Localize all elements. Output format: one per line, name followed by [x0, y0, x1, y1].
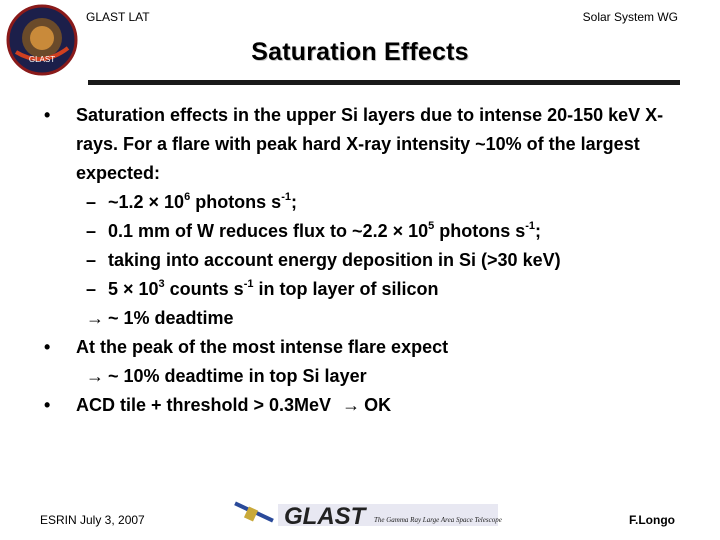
- dash-icon: –: [86, 221, 97, 241]
- svg-text:GLAST: GLAST: [284, 503, 366, 530]
- arrow-right-icon: →: [86, 366, 104, 386]
- bullet-text: ACD tile + threshold > 0.3MeV: [76, 395, 332, 415]
- glast-banner-logo: [232, 498, 502, 532]
- sub-item: [0, 217, 720, 246]
- sub-item-text: ;: [290, 192, 297, 212]
- sub-item-text: ~1.2 × 10: [108, 192, 185, 212]
- implication-text: ~ 1% deadtime: [108, 308, 234, 328]
- sub-item-text: counts s: [164, 279, 244, 299]
- bullet-item: [0, 101, 720, 188]
- dash-icon: –: [86, 250, 97, 270]
- bullet-item: [0, 333, 720, 362]
- bullet-item: [0, 391, 720, 420]
- sub-item-text: 5 × 10: [108, 279, 159, 299]
- satellite-icon: [234, 502, 274, 523]
- svg-text:GLAST: GLAST: [28, 55, 56, 64]
- superscript: -1: [525, 220, 536, 232]
- bullet-result-text: OK: [364, 395, 392, 415]
- implication-text: ~ 10% deadtime in top Si layer: [108, 366, 367, 386]
- sub-item-text: 0.1 mm of W reduces flux to ~2.2 × 10: [108, 221, 429, 241]
- arrow-right-icon: →: [342, 395, 361, 415]
- superscript: -1: [281, 191, 291, 203]
- sub-item: [0, 275, 720, 304]
- bullet-icon: •: [44, 105, 51, 125]
- sub-item-text: photons s: [434, 221, 526, 241]
- sub-item-text: taking into account energy deposition in Si (>30 keV): [108, 250, 561, 270]
- bullet-text: At the peak of the most intense flare expect: [76, 337, 449, 357]
- dash-icon: –: [86, 279, 97, 299]
- superscript: -1: [243, 278, 254, 290]
- dash-icon: –: [86, 192, 97, 212]
- superscript: 3: [158, 278, 165, 290]
- sub-item-text: photons s: [190, 192, 282, 212]
- footer-author: F.Longo: [629, 513, 675, 527]
- sub-item: [0, 246, 720, 275]
- header-right-label: Solar System WG: [582, 10, 678, 24]
- header-left-label: GLAST LAT: [86, 10, 150, 24]
- title-divider: [88, 80, 680, 85]
- sub-item-text: in top layer of silicon: [253, 279, 439, 299]
- superscript: 6: [184, 191, 191, 203]
- implication-line: [0, 362, 720, 391]
- superscript: 5: [428, 220, 435, 232]
- bullet-icon: •: [44, 395, 51, 415]
- footer-date: ESRIN July 3, 2007: [40, 513, 145, 527]
- bullet-icon: •: [44, 337, 51, 357]
- bullet-text: Saturation effects in the upper Si layers due to intense 20-150 keV X-rays. For a flare with peak hard X-ray intensity ~10% of the largest expected:: [76, 105, 664, 183]
- slide-content: [0, 101, 720, 420]
- implication-line: [0, 304, 720, 333]
- sub-item: [0, 188, 720, 217]
- arrow-right-icon: →: [86, 308, 104, 328]
- sub-item-text: ;: [535, 221, 542, 241]
- svg-text:The Gamma Ray Large Area Space: The Gamma Ray Large Area Space Telescope: [374, 516, 502, 524]
- slide-title: Saturation Effects: [251, 38, 469, 66]
